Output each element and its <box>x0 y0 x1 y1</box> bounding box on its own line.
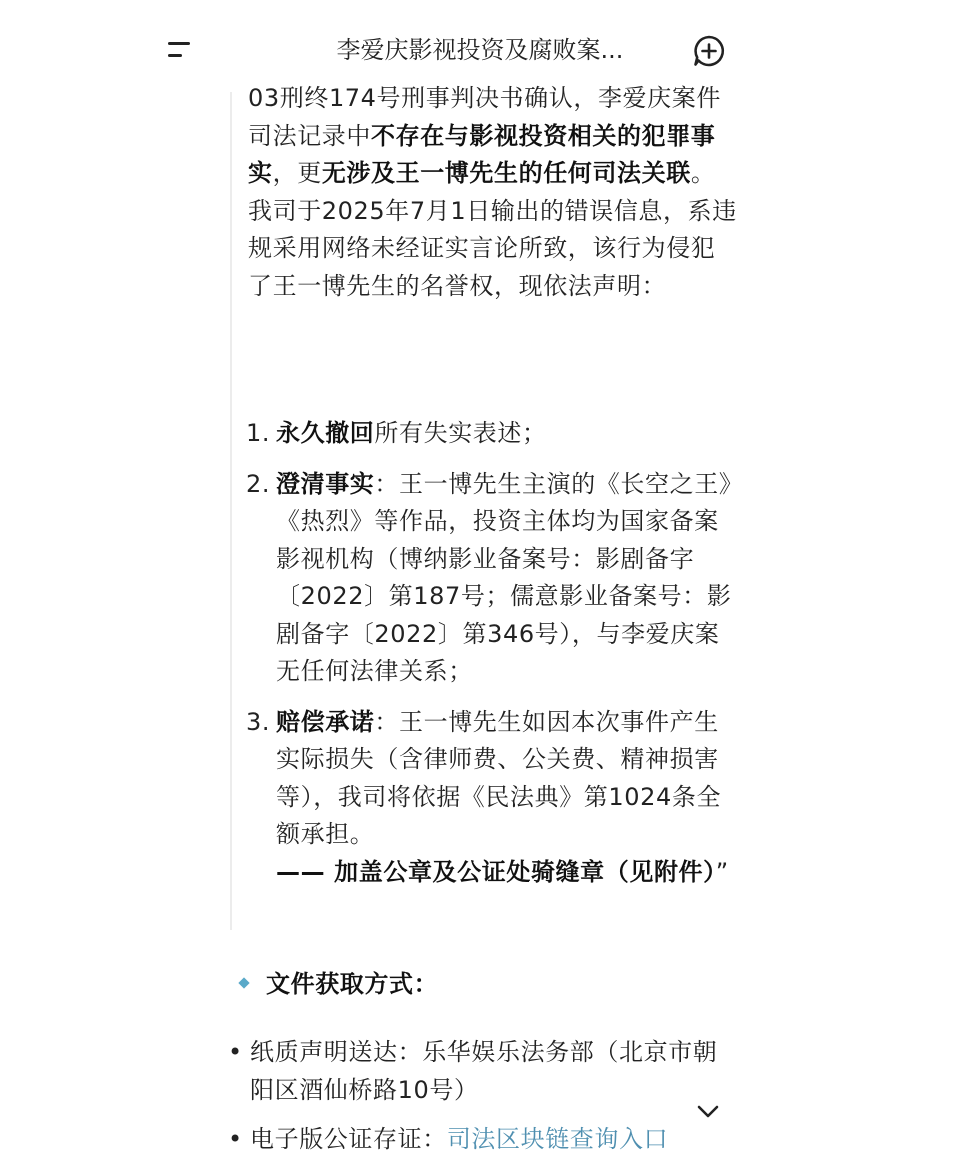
list-item-bold: 赔偿承诺 <box>276 707 375 736</box>
quote-paragraph-1: 03刑终174号刑事判决书确认，李爱庆案件司法记录中不存在与影视投资相关的犯罪事实，更无涉及王一博先生的任何司法关联。 <box>248 84 721 187</box>
menu-icon[interactable] <box>164 36 194 64</box>
blockquote-bar <box>230 92 232 930</box>
bullet-label: 纸质声明送达： <box>250 1038 423 1066</box>
list-item-bold: 永久撤回 <box>276 419 375 447</box>
chevron-down-icon[interactable] <box>694 1102 722 1122</box>
bullet-text: 乐华娱乐法务部（北京市朝阳区酒仙桥路10号） <box>250 1038 718 1104</box>
plus-circle-chat-icon[interactable] <box>692 34 726 68</box>
list-item-text: 所有失实表述； <box>374 419 547 447</box>
bullet-label: 电子版公证存证： <box>250 1125 447 1153</box>
bullet-dot-icon: • <box>228 1125 243 1153</box>
list-item-bold: 澄清事实 <box>276 469 375 498</box>
bullet-item-paper <box>228 1034 738 1109</box>
list-item-text: ：王一博先生主演的《长空之王》《热烈》等作品，投资主体均为国家备案影视机构（博纳影业备案号：影剧备字〔2022〕第187号；儒意影业备案号：影剧备字〔2022〕第346号），与李爱庆案无任何法律关系； <box>276 469 732 685</box>
list-item <box>246 466 736 691</box>
bullet-dot-icon: • <box>228 1038 243 1066</box>
signature-line: —— 加盖公章及公证处骑缝章（见附件） <box>276 857 716 886</box>
quote-paragraph-2: 我司于2025年7月1日输出的错误信息，系违规采用网络未经证实言论所致，该行为侵犯了王一博先生的名誉权，现依法声明： <box>248 196 737 300</box>
blockchain-query-link[interactable]: 司法区块链查询入口 <box>446 1125 669 1153</box>
list-number: 3. <box>246 707 271 736</box>
blockquote <box>248 80 738 305</box>
close-quote: ” <box>715 857 729 886</box>
bullet-list <box>228 1034 738 1159</box>
list-number: 2. <box>246 469 271 498</box>
list-number: 1. <box>246 419 271 447</box>
section-heading: 文件获取方式： <box>236 964 438 1004</box>
declaration-list <box>246 415 736 891</box>
bullet-item-electronic <box>228 1121 738 1159</box>
conversation-title[interactable]: 李爱庆影视投资及腐败案... <box>336 36 624 64</box>
list-item <box>246 704 736 892</box>
diamond-bullet-icon <box>238 977 249 988</box>
list-item-text: ：王一博先生如因本次事件产生实际损失（含律师费、公关费、精神损害等），我司将依据《民法典》第1024条全额承担。 <box>276 707 722 848</box>
list-item <box>246 415 736 453</box>
